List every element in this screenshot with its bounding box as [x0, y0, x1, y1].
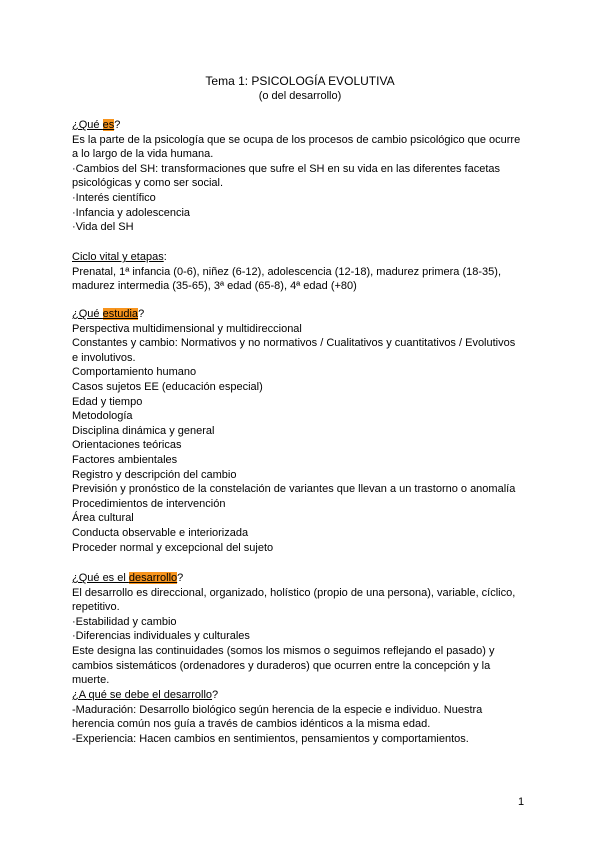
text-line: Perspectiva multidimensional y multidireccional [72, 322, 302, 335]
section-ciclo-vital [72, 250, 532, 294]
section-que-estudia [72, 307, 532, 555]
heading-highlight: es [102, 119, 115, 131]
text-line: herencia común nos guía a través de cambios idénticos a la misma edad. [72, 718, 431, 731]
text-line: Factores ambientales [72, 453, 178, 466]
heading-suffix: ? [177, 572, 184, 584]
heading-highlight: desarrollo [128, 572, 178, 584]
text-line: Constantes y cambio: Normativos y no normativos / Cualitativos y cuantitativos / Evolutivos [72, 337, 516, 350]
heading-prefix: ¿Qué [72, 308, 103, 320]
text-line: Es la parte de la psicología que se ocupa de los procesos de cambio psicológico que ocurre [72, 133, 521, 146]
text-line: -Maduración: Desarrollo biológico según herencia de la especie e individuo. Nuestra [72, 703, 483, 716]
document-subtitle: (o del desarrollo) [258, 90, 342, 102]
text-line: Orientaciones teóricas [72, 439, 182, 452]
text-line: Área cultural [72, 512, 134, 525]
document-title: Tema 1: PSICOLOGÍA EVOLUTIVA [205, 74, 395, 88]
heading-prefix: ¿Qué [72, 119, 103, 131]
page-number: 1 [518, 796, 525, 808]
text-line: Prenatal, 1ª infancia (0-6), niñez (6-12), adolescencia (12-18), madurez primera (18-35), [72, 265, 501, 278]
text-line: ·Estabilidad y cambio [72, 615, 177, 628]
text-line: Casos sujetos EE (educación especial) [72, 380, 263, 393]
section-heading [72, 571, 532, 586]
text-line: Disciplina dinámica y general [72, 424, 215, 437]
text-line: Proceder normal y excepcional del sujeto [72, 541, 274, 554]
text-line: ·Vida del SH [72, 221, 134, 234]
section-heading [72, 307, 532, 322]
section-a-que-se-debe [72, 688, 532, 746]
text-line: ·Interés científico [72, 191, 156, 204]
heading-text: Ciclo vital y etapas [72, 251, 164, 263]
text-line: ·Cambios del SH: transformaciones que sufre el SH en su vida en las diferentes facetas [72, 162, 500, 175]
text-line: muerte. [72, 674, 110, 687]
text-line: madurez intermedia (35-65), 3ª edad (65-8), 4ª edad (+80) [72, 280, 357, 293]
heading-text: ¿A qué se debe el desarrollo [72, 689, 213, 701]
text-line: psicológicas y como ser social. [72, 177, 224, 190]
text-line: e involutivos. [72, 351, 136, 364]
section-que-es-desarrollo [72, 571, 532, 688]
text-line: Previsión y pronóstico de la constelación de variantes que llevan a un trastorno o anomalía [72, 483, 516, 496]
heading-suffix: ? [138, 308, 145, 320]
text-line: a lo largo de la vida humana. [72, 148, 214, 161]
text-line: Conducta observable e interiorizada [72, 526, 249, 539]
text-line: ·Diferencias individuales y culturales [72, 630, 250, 643]
text-line: Metodología [72, 410, 133, 423]
text-line: ·Infancia y adolescencia [72, 206, 191, 219]
text-line: El desarrollo es direccional, organizado, holístico (propio de una persona), variable, cíclico, [72, 586, 516, 599]
section-heading [72, 688, 532, 703]
text-line: Edad y tiempo [72, 395, 143, 408]
section-heading [72, 250, 532, 265]
text-line: Comportamiento humano [72, 366, 197, 379]
heading-suffix: ? [212, 689, 219, 701]
text-line: Procedimientos de intervención [72, 497, 226, 510]
text-line: Registro y descripción del cambio [72, 468, 237, 481]
section-que-es [72, 118, 532, 235]
text-line: Este designa las continuidades (somos los mismos o seguimos reflejando el pasado) y [72, 644, 495, 657]
heading-highlight: estudia [102, 308, 139, 320]
heading-prefix: ¿Qué es el [72, 572, 129, 584]
text-line: cambios sistemáticos (ordenadores y duraderos) que ocurren entre la concepción y la [72, 659, 491, 672]
text-line: repetitivo. [72, 601, 120, 614]
heading-suffix: : [163, 251, 167, 263]
heading-suffix: ? [114, 119, 121, 131]
section-heading [72, 118, 532, 133]
text-line: -Experiencia: Hacen cambios en sentimientos, pensamientos y comportamientos. [72, 732, 469, 745]
